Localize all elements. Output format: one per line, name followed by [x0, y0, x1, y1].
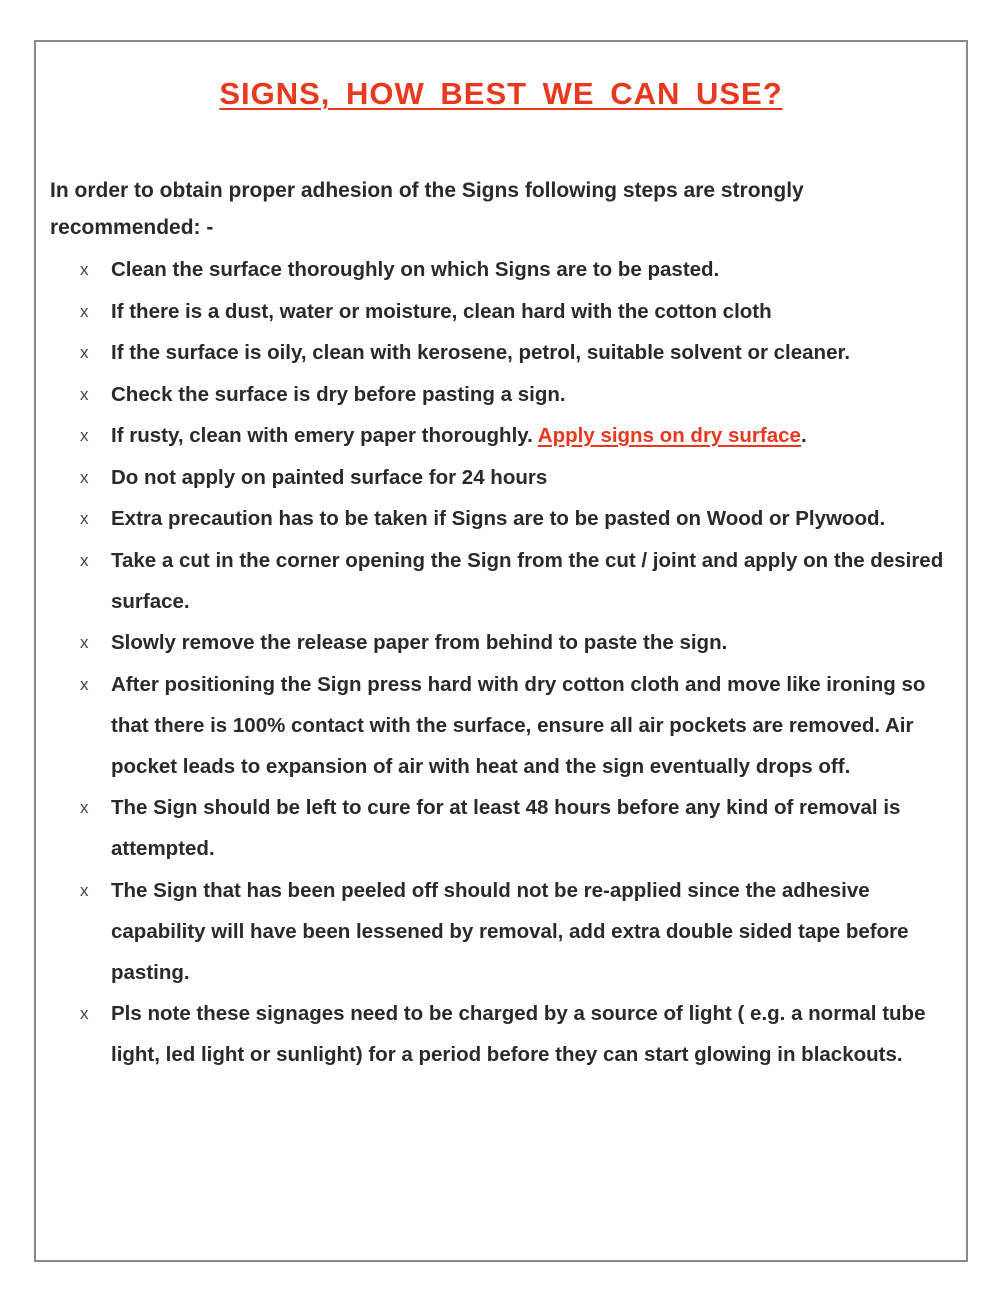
bullet-x-icon: x	[80, 1004, 89, 1023]
list-item-text: After positioning the Sign press hard with dry cotton cloth and move like ironing so that there is 100% contact with the surface, ensure all air pockets are removed. Air pocket leads to expansion of air with heat and the sign eventually drops off.	[111, 672, 926, 778]
list-item	[80, 332, 960, 373]
bullet-x-icon: x	[80, 633, 89, 652]
list-item	[80, 498, 960, 539]
list-item	[80, 374, 960, 415]
bullet-x-icon: x	[80, 260, 89, 279]
bullet-x-icon: x	[80, 384, 89, 404]
list-item	[80, 664, 960, 787]
list-item-text: Pls note these signages need to be charged by a source of light ( e.g. a normal tube light, led light or sunlight) for a period before they can start glowing in blackouts.	[111, 1002, 926, 1066]
document-frame	[34, 40, 968, 1262]
list-item-text: Slowly remove the release paper from behind to paste the sign.	[111, 631, 728, 654]
intro-paragraph: In order to obtain proper adhesion of the Signs following steps are strongly recommended: -	[50, 179, 804, 239]
list-item	[80, 870, 960, 993]
list-item-text: If rusty, clean with emery paper thoroughly.	[111, 424, 538, 447]
list-item-text: Extra precaution has to be taken if Signs are to be pasted on Wood or Plywood.	[111, 507, 886, 530]
list-item-text: If the surface is oily, clean with kerosene, petrol, suitable solvent or cleaner.	[111, 341, 851, 364]
bullet-x-icon: x	[80, 467, 89, 487]
list-item	[80, 457, 960, 498]
bullet-x-icon: x	[80, 426, 89, 445]
bullet-x-icon: x	[80, 798, 89, 817]
bullet-x-icon: x	[80, 550, 89, 570]
list-item-text: Clean the surface thoroughly on which Signs are to be pasted.	[111, 258, 720, 281]
list-item-text: Check the surface is dry before pasting a sign.	[111, 382, 566, 406]
list-item	[80, 540, 960, 622]
list-item	[80, 415, 960, 456]
list-item	[80, 249, 960, 290]
list-item-text: The Sign that has been peeled off should not be re-applied since the adhesive capability will have been lessened by removal, add extra double sided tape before pasting.	[111, 878, 909, 984]
bullet-x-icon: x	[80, 674, 89, 694]
page-title-text: SIGNS, HOW BEST WE CAN USE?	[219, 76, 783, 111]
instruction-list	[80, 249, 960, 1076]
list-item-suffix: .	[800, 424, 807, 447]
bullet-x-icon: x	[80, 301, 89, 321]
list-item	[80, 291, 960, 332]
list-item-text: The Sign should be left to cure for at least 48 hours before any kind of removal is attempted.	[111, 796, 901, 860]
list-item	[80, 993, 960, 1075]
highlighted-warning: Apply signs on dry surface	[537, 424, 801, 447]
bullet-x-icon: x	[80, 880, 89, 900]
list-item	[80, 622, 960, 663]
bullet-x-icon: x	[80, 343, 89, 362]
page-title	[36, 76, 966, 112]
list-item	[80, 787, 960, 869]
list-item-text: Do not apply on painted surface for 24 hours	[111, 465, 548, 489]
list-item-text: If there is a dust, water or moisture, clean hard with the cotton cloth	[111, 299, 772, 323]
list-item-text: Take a cut in the corner opening the Sign from the cut / joint and apply on the desired surface.	[111, 548, 944, 613]
bullet-x-icon: x	[80, 509, 89, 528]
